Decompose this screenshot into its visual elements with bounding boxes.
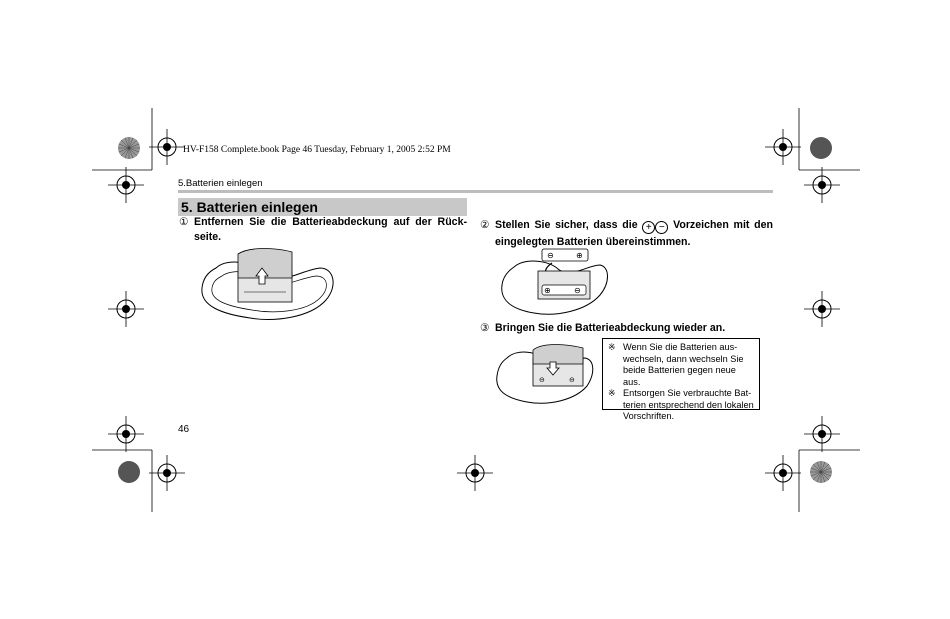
svg-text:⊖: ⊖ bbox=[539, 376, 545, 384]
minus-symbol-icon: − bbox=[655, 221, 668, 234]
crosshair-icon bbox=[457, 455, 493, 491]
crosshair-icon bbox=[804, 416, 840, 452]
plus-symbol-icon: + bbox=[642, 221, 655, 234]
crosshair-icon bbox=[765, 455, 801, 491]
step-3 bbox=[480, 321, 773, 336]
svg-text:⊖: ⊖ bbox=[547, 251, 554, 260]
note-mark-icon: ※ bbox=[608, 388, 616, 398]
note-item bbox=[608, 342, 755, 388]
note-item bbox=[608, 388, 755, 423]
step-text-continued: Vorzeichen mit den eingelegten Batterien übereinstimmen. bbox=[495, 219, 773, 248]
star-mark-icon bbox=[118, 137, 140, 159]
solid-mark-icon bbox=[118, 461, 140, 483]
crosshair-icon bbox=[108, 416, 144, 452]
step-number: ③ bbox=[480, 322, 490, 334]
polarity-symbols bbox=[642, 220, 668, 235]
note-text: Entsorgen Sie verbrauchte Bat- terien entsprechend den lokalen Vorschriften. bbox=[623, 388, 754, 421]
note-mark-icon: ※ bbox=[608, 342, 616, 352]
svg-text:⊖: ⊖ bbox=[569, 376, 575, 384]
note-box bbox=[602, 338, 760, 421]
note-text: Wenn Sie die Batterien aus- wechseln, dann wechseln Sie beide Batterien gegen neue aus. bbox=[623, 342, 744, 387]
replace-cover-illustration bbox=[495, 340, 595, 410]
section-title: 5. Batterien einlegen bbox=[181, 199, 318, 215]
star-mark-icon bbox=[810, 461, 832, 483]
svg-text:⊕: ⊕ bbox=[544, 286, 551, 295]
crosshair-icon bbox=[149, 455, 185, 491]
remove-cover-illustration bbox=[198, 246, 338, 326]
crosshair-icon bbox=[108, 167, 144, 203]
step-1 bbox=[179, 215, 467, 245]
crosshair-icon bbox=[149, 129, 185, 165]
crosshair-icon bbox=[108, 291, 144, 327]
solid-mark-icon bbox=[810, 137, 832, 159]
step-text: Bringen Sie die Batterieabdeckung wieder an. bbox=[495, 322, 726, 334]
crosshair-icon bbox=[804, 291, 840, 327]
step-number: ① bbox=[179, 216, 189, 228]
running-title: 5.Batterien einlegen bbox=[178, 178, 263, 189]
crosshair-icon bbox=[804, 167, 840, 203]
svg-text:⊕: ⊕ bbox=[576, 251, 583, 260]
insert-batteries-illustration bbox=[500, 247, 610, 322]
step-2 bbox=[480, 218, 773, 250]
crosshair-icon bbox=[765, 129, 801, 165]
header-rule bbox=[178, 190, 773, 193]
step-text: Stellen Sie sicher, dass die bbox=[495, 219, 638, 231]
step-text: Entfernen Sie die Batterieabdeckung auf der Rück- seite. bbox=[194, 216, 467, 243]
step-number: ② bbox=[480, 219, 490, 231]
page-number: 46 bbox=[178, 424, 190, 435]
svg-text:⊖: ⊖ bbox=[574, 286, 581, 295]
book-info: HV-F158 Complete.book Page 46 Tuesday, February 1, 2005 2:52 PM bbox=[183, 145, 451, 155]
